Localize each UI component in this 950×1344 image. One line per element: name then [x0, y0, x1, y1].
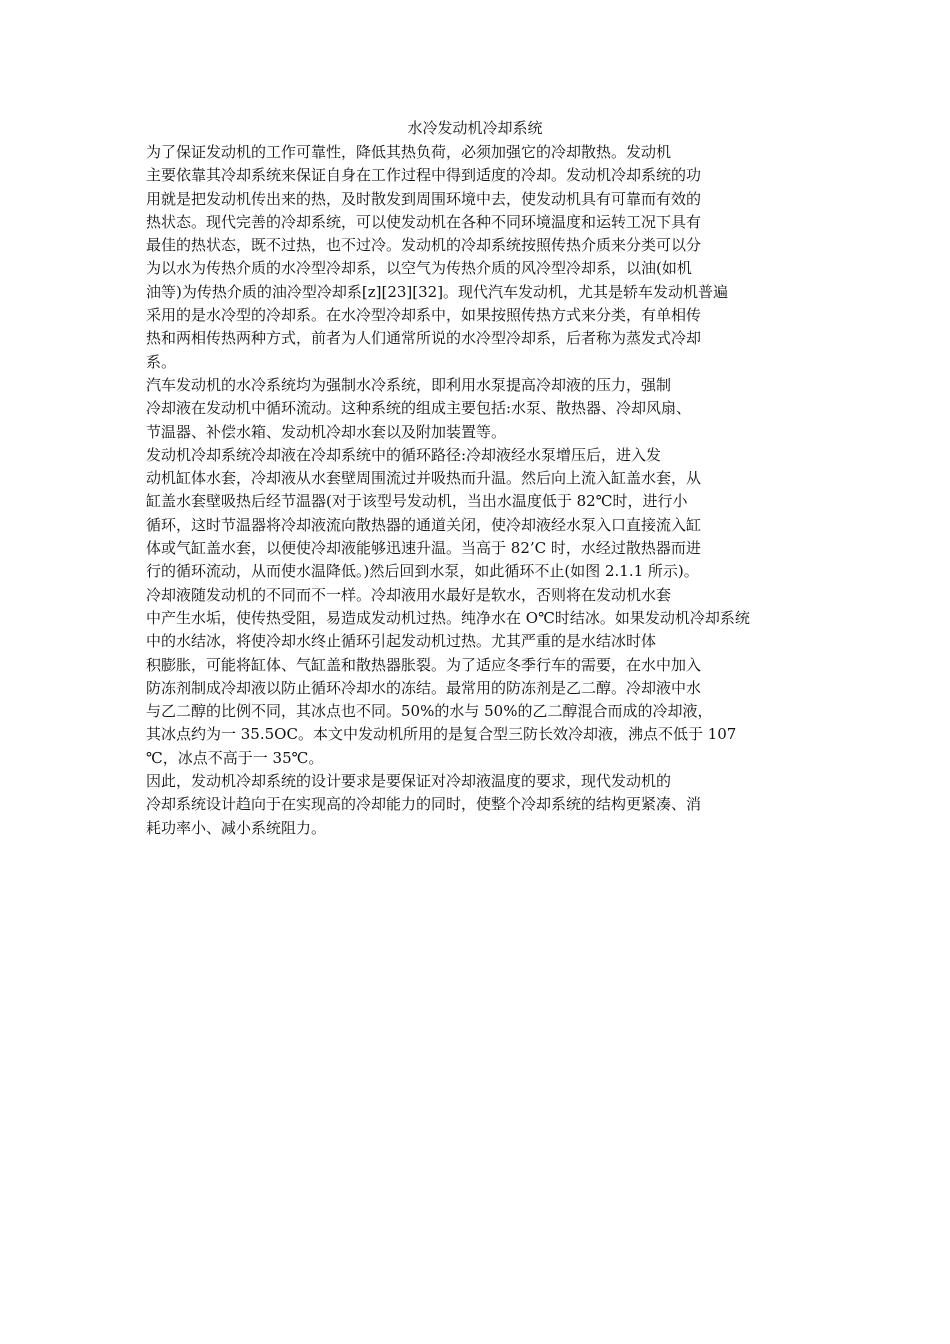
text-line: 油等)为传热介质的油冷型冷却系[z][23][32]。现代汽车发动机，尤其是轿车发动机普遍 [146, 282, 729, 301]
text-line: 耗功率小、减小系统阻力。 [146, 818, 327, 837]
text-line: 体或气缸盖水套，以便使冷却液能够迅速升温。当高于 82’C 时，水经过散热器而进 [146, 539, 701, 558]
text-line: 节温器、补偿水箱、发动机冷却水套以及附加装置等。 [146, 422, 507, 441]
text-line: 中产生水垢，使传热受阻，易造成发动机过热。纯净水在 O℃时结冰。如果发动机冷却系统 [146, 608, 750, 627]
text-line: 最佳的热状态，既不过热，也不过冷。发动机的冷却系统按照传热介质来分类可以分 [146, 236, 702, 255]
text-line: 其冰点约为一 35.5OC。本文中发动机所用的是复合型三防长效冷却液，沸点不低于 107 [146, 725, 737, 744]
text-line: 系。 [146, 352, 177, 371]
text-line: 主要依靠其冷却系统来保证自身在工作过程中得到适度的冷却。发动机冷却系统的功 [146, 166, 702, 185]
text-line: 采用的是水冷型的冷却系。在水冷型冷却系中，如果按照传热方式来分类，有单相传 [146, 306, 702, 325]
text-line: 冷却系统设计趋向于在实现高的冷却能力的同时，使整个冷却系统的结构更紧凑、消 [146, 795, 702, 814]
text-line: 与乙二醇的比例不同，其冰点也不同。50%的水与 50%的乙二醇混合而成的冷却液， [146, 702, 713, 721]
text-line: 缸盖水套壁吸热后经节温器(对于该型号发动机，当出水温度低于 82℃时，进行小 [146, 492, 688, 511]
text-line: 防冻剂制成冷却液以防止循环冷却水的冻结。最常用的防冻剂是乙二醇。冷却液中水 [146, 678, 702, 697]
text-line: 用就是把发动机传出来的热，及时散发到周围环境中去，使发动机具有可靠而有效的 [146, 189, 702, 208]
text-line: 循环，这时节温器将冷却液流向散热器的通道关闭，使冷却液经水泵入口直接流入缸 [146, 515, 702, 534]
text-line: 汽车发动机的水冷系统均为强制水冷系统，即利用水泵提高冷却液的压力，强制 [146, 375, 672, 394]
text-line: 因此，发动机冷却系统的设计要求是要保证对冷却液温度的要求，现代发动机的 [146, 772, 672, 791]
text-line: 为了保证发动机的工作可靠性，降低其热负荷，必须加强它的冷却散热。发动机 [146, 143, 672, 161]
text-line: 行的循环流动，从而使水温降低。)然后回到水泵，如此循环不止(如图 2.1.1 所示)。 [146, 562, 699, 581]
text-line: 热状态。现代完善的冷却系统，可以使发动机在各种不同环境温度和运转工况下具有 [146, 212, 702, 231]
document-body [146, 141, 826, 840]
document-title: 水冷发动机冷却系统 [407, 119, 543, 137]
text-line: 冷却液随发动机的不同而不一样。冷却液用水最好是软水，否则将在发动机水套 [146, 585, 672, 604]
text-line: 中的水结冰，将使冷却水终止循环引起发动机过热。尤其严重的是水结冰时体 [146, 632, 657, 651]
text-line: 热和两相传热两种方式，前者为人们通常所说的水冷型冷却系，后者称为蒸发式冷却 [146, 329, 702, 348]
text-line: 动机缸体水套，冷却液从水套壁周围流过并吸热而升温。然后向上流入缸盖水套，从 [146, 469, 702, 488]
text-line: 冷却液在发动机中循环流动。这种系统的组成主要包括:水泵、散热器、冷却风扇、 [146, 399, 692, 418]
text-line: 发动机冷却系统冷却液在冷却系统中的循环路径:冷却液经水泵增压后，进入发 [146, 445, 662, 464]
text-line: ℃，冰点不高于一 35℃。 [146, 748, 324, 767]
text-line: 为以水为传热介质的水冷型冷却系，以空气为传热介质的风冷型冷却系，以油(如机 [146, 259, 692, 278]
text-line: 积膨胀，可能将缸体、气缸盖和散热器胀裂。为了适应冬季行车的需要，在水中加入 [146, 655, 702, 674]
